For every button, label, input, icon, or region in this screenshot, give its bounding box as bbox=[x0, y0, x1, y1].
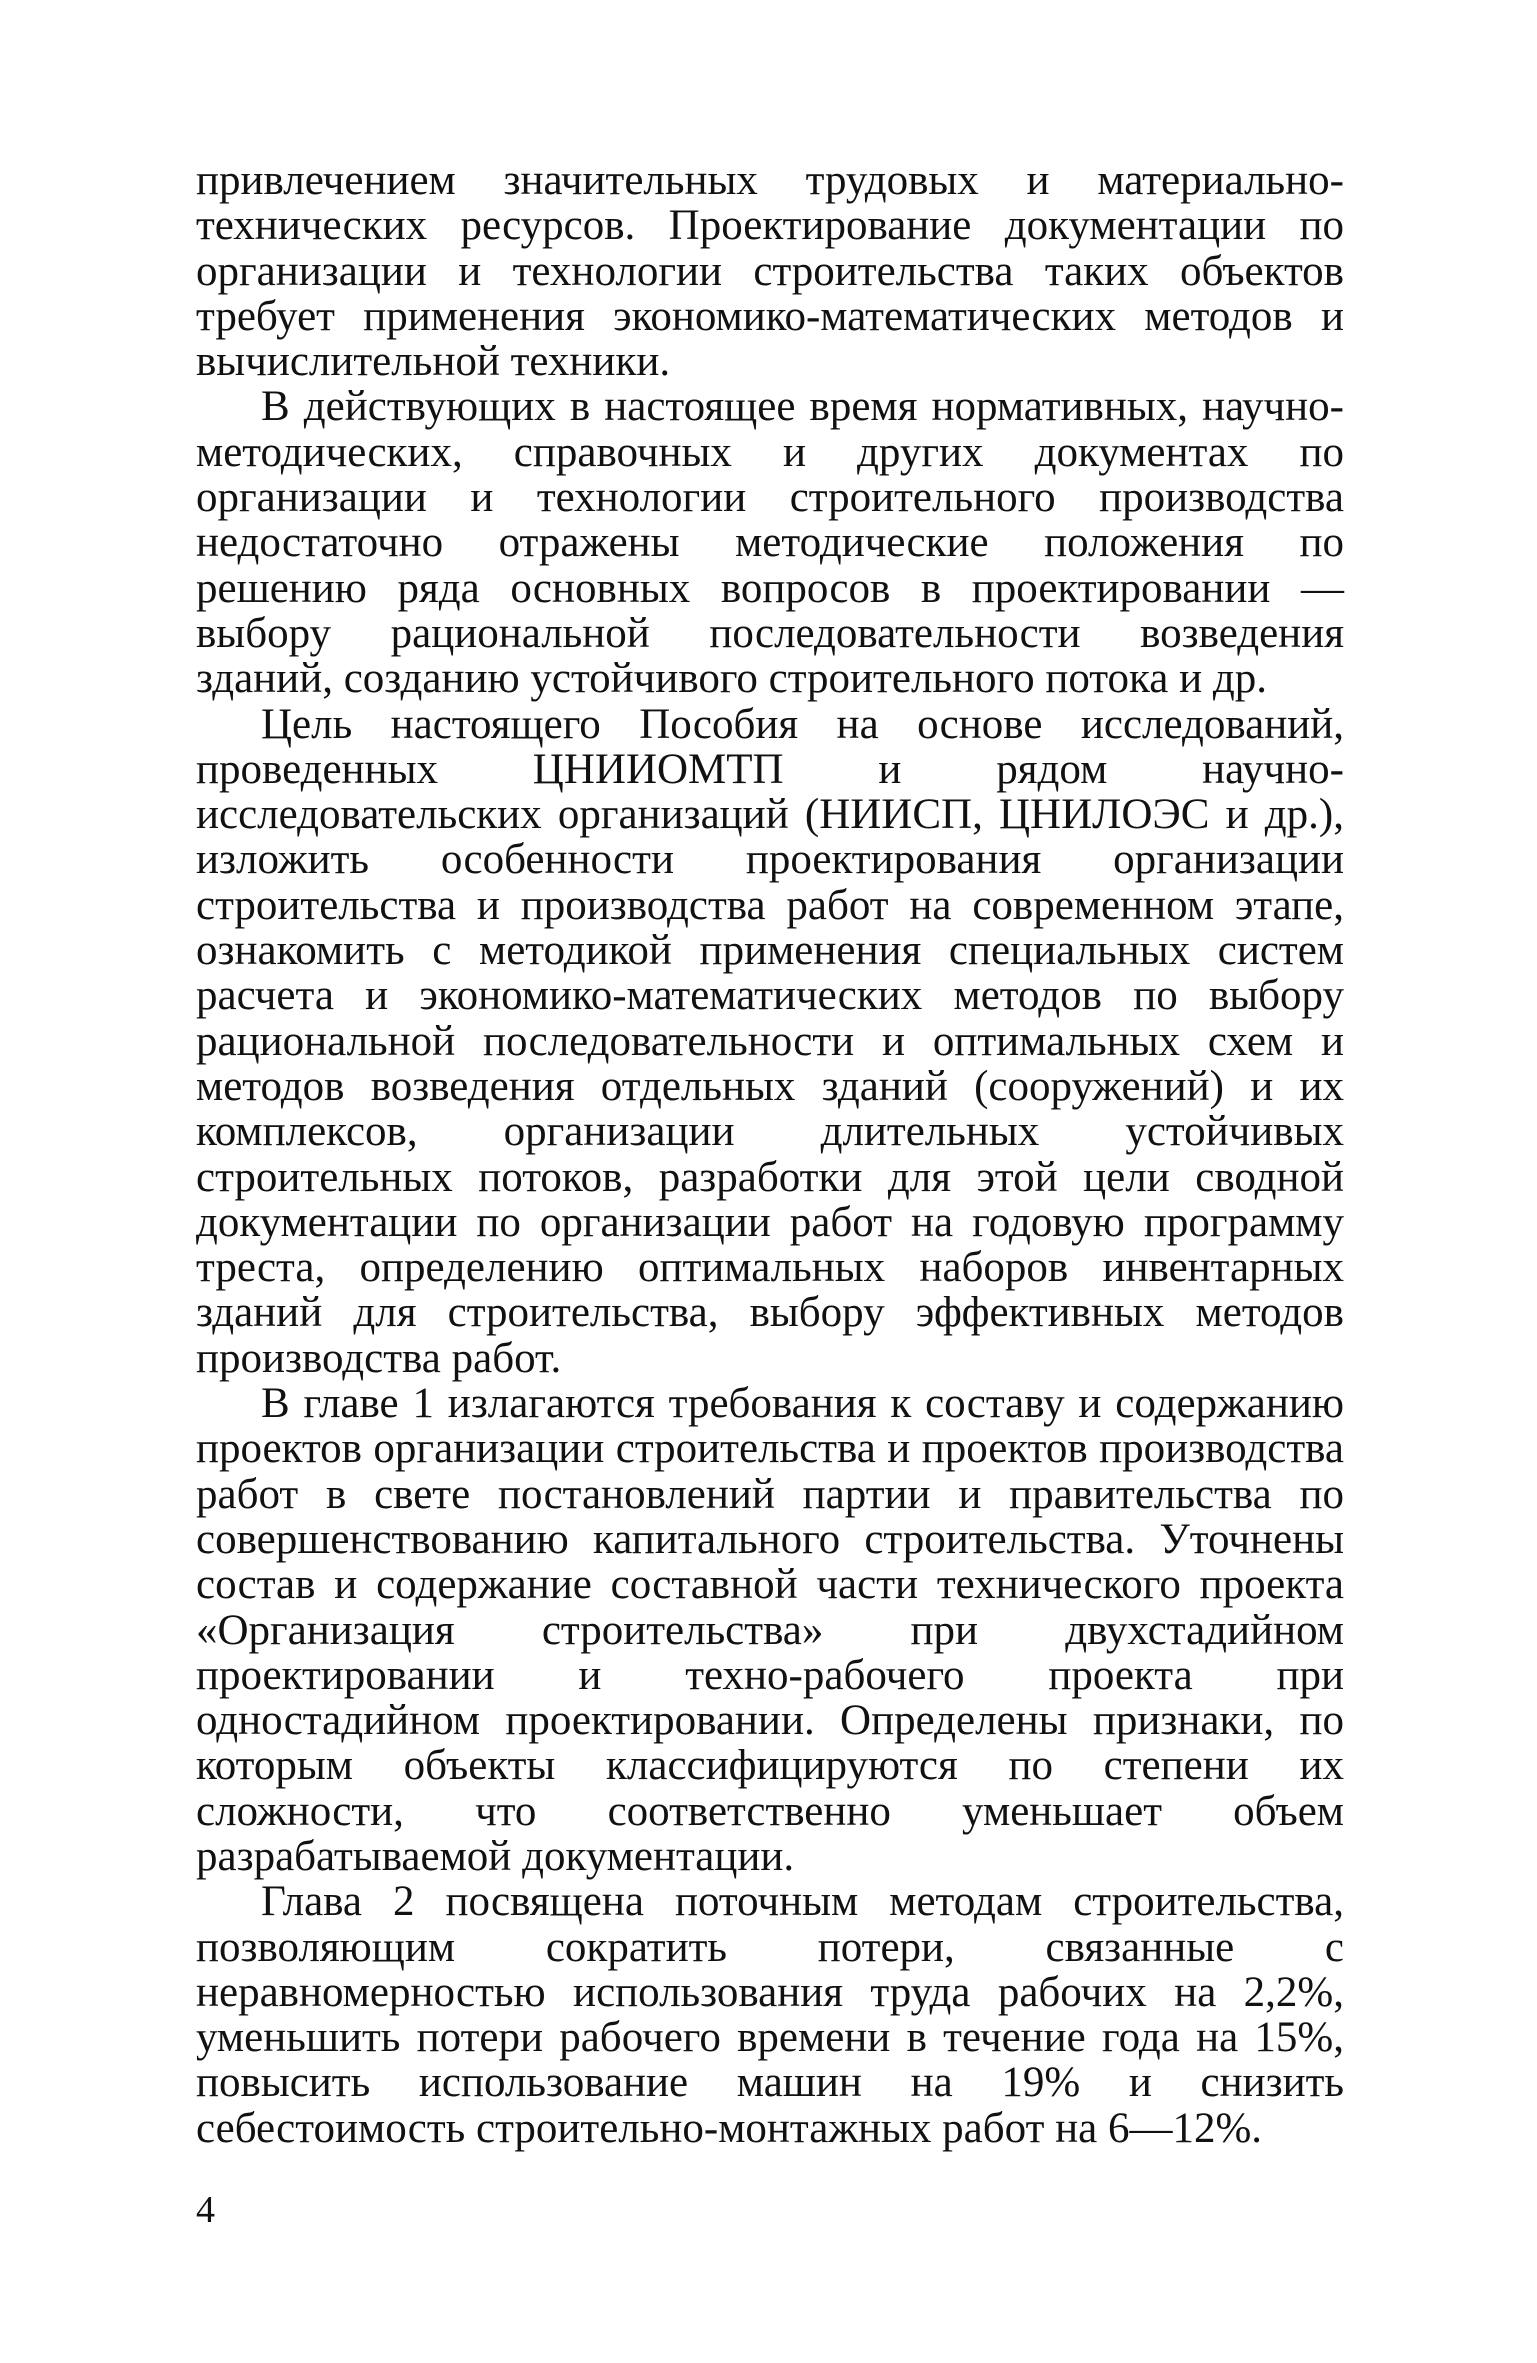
paragraph-chapter-2: Глава 2 посвящена поточным методам строительства, позволяющим сократить потери, связанные с неравномерностью использования труда рабочих на 2,2%, уменьшить потери рабочего времени в течение года на 15%, повысить использование машин на 19% и снизить себестоимость строительно-монтажных работ на 6—12%. bbox=[196, 1878, 1344, 2152]
paragraph-chapter-1: В главе 1 излагаются требования к составу и содержанию проектов организации строительства и проектов производства работ в свете постановлений партии и правительства по совершенствованию капитального строительства. Уточнены состав и содержание составной части технического проекта «Организация строительства» при двухстадийном проектировании и техно-рабочего проекта при одностадийном проектировании. Определены признаки, по которым объекты классифицируются по степени их сложности, что соответственно уменьшает объем разрабатываемой документации. bbox=[196, 1380, 1344, 1880]
paragraph-continuation: привлечением значительных трудовых и материально-технических ресурсов. Проектирование документации по организации и технологии строительства таких объектов требует применения экономико-математических методов и вычислительной техники. bbox=[196, 157, 1344, 386]
paragraph-purpose: Цель настоящего Пособия на основе исследований, проведенных ЦНИИОМТП и рядом научно-исследовательских организаций (НИИСП, ЦНИЛОЭС и др.), изложить особенности проектирования организации строительства и производства работ на современном этапе, ознакомить с методикой применения специальных систем расчета и экономико-математических методов по выбору рациональной последовательности и оптимальных схем и методов возведения отдельных зданий (сооружений) и их комплексов, организации длительных устойчивых строительных потоков, разработки для этой цели сводной документации по организации работ на годовую программу треста, определению оптимальных наборов инвентарных зданий для строительства, выбору эффективных методов производства работ. bbox=[196, 700, 1344, 1382]
page-number: 4 bbox=[196, 2189, 215, 2231]
body-text bbox=[196, 158, 1344, 2151]
paragraph-normative-documents: В действующих в настоящее время нормативных, научно-методических, справочных и других документах по организации и технологии строительного производства недостаточно отражены методические положения по решению ряда основных вопросов в проектировании — выбору рациональной последовательности возведения зданий, созданию устойчивого строительного потока и др. bbox=[196, 383, 1344, 703]
